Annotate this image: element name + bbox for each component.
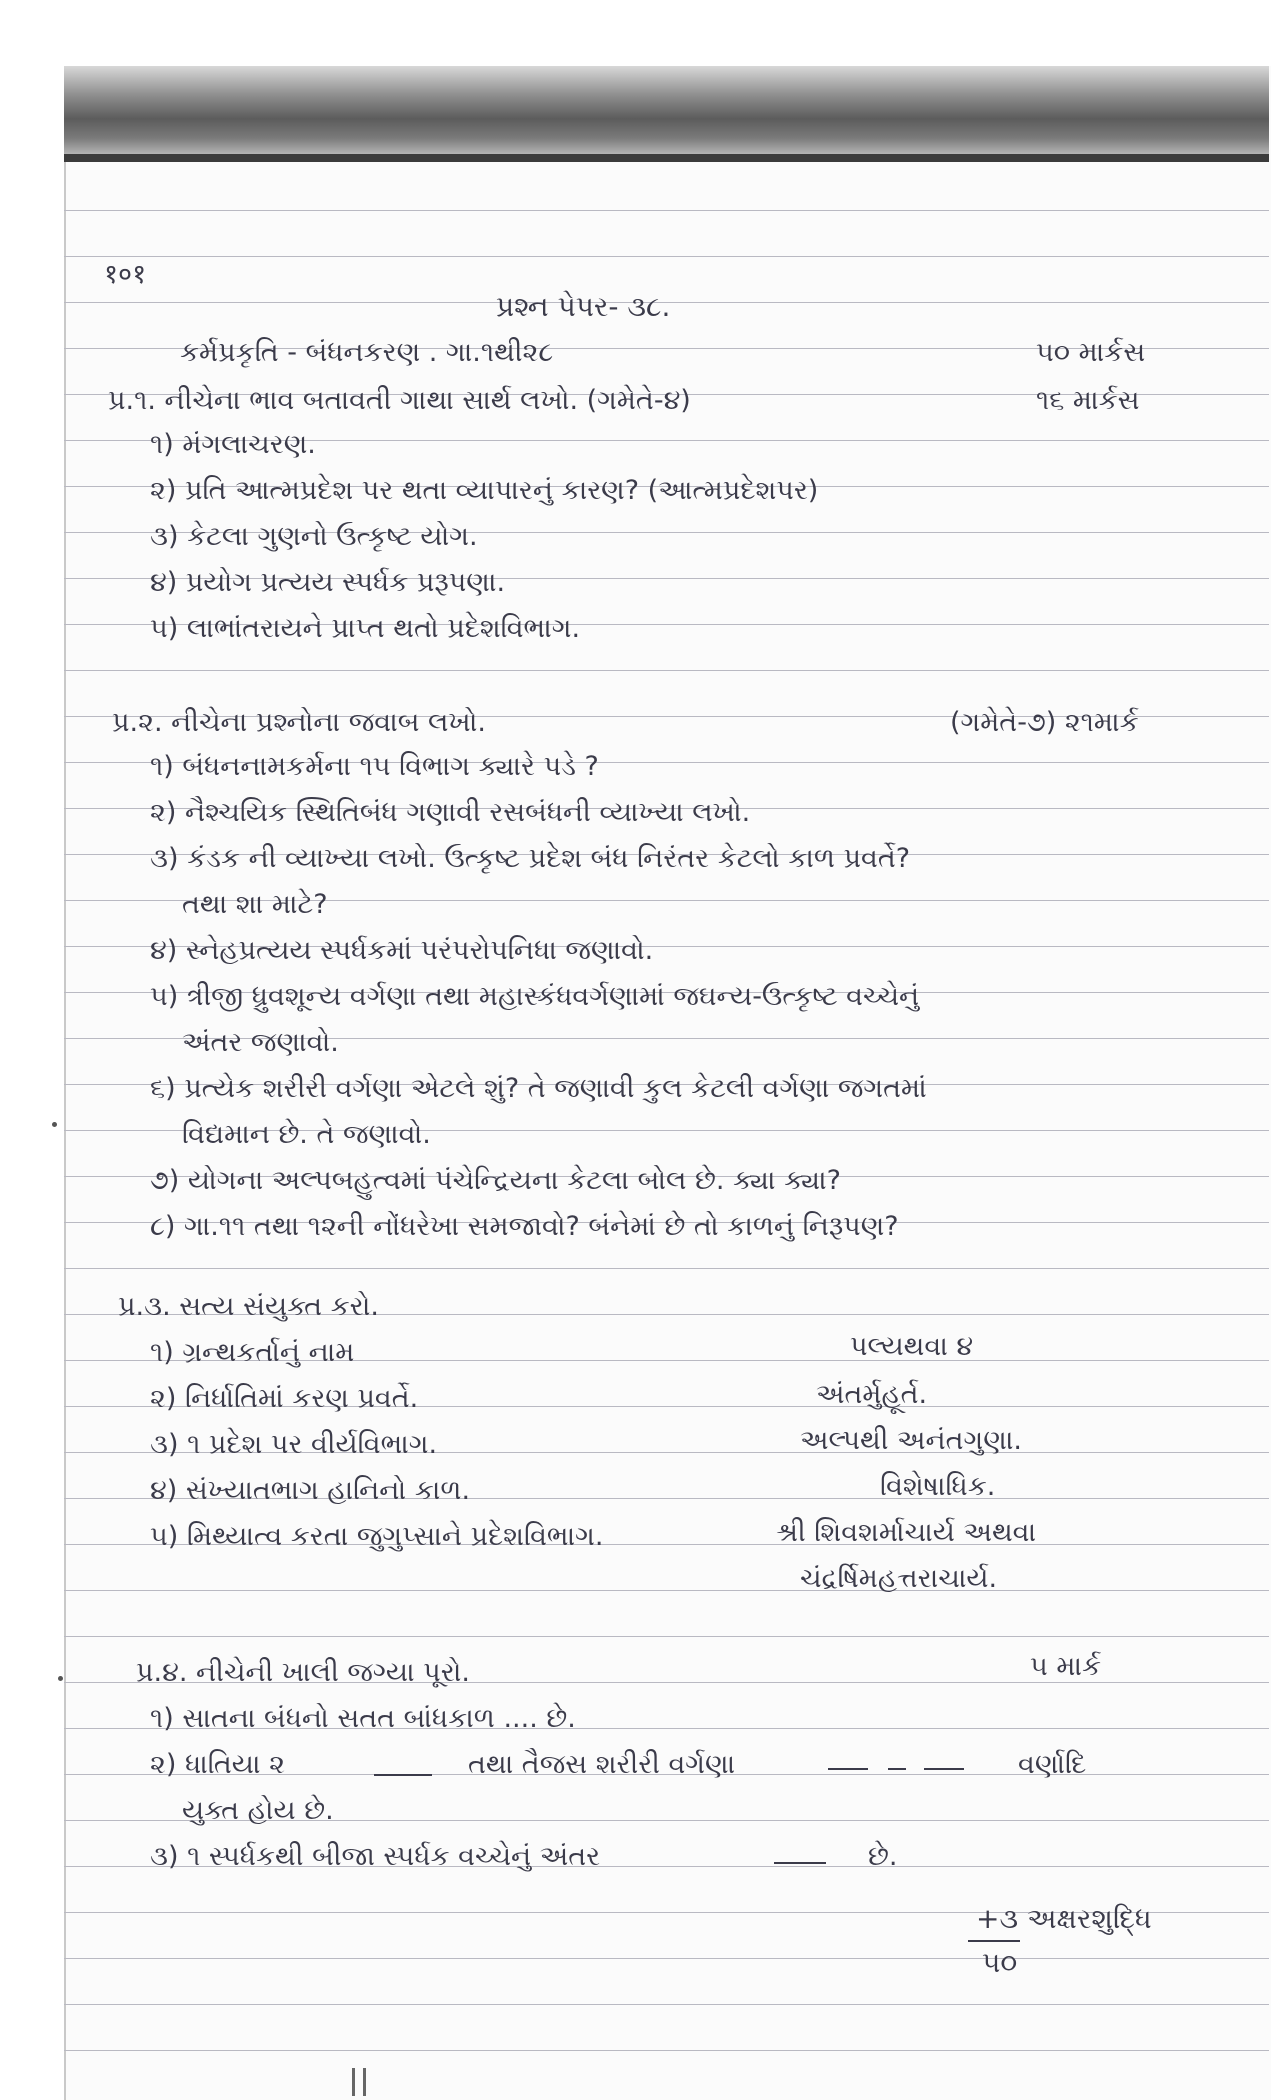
subject-line: કર્મપ્રકૃતિ - બંધનકરણ . ગા.૧થી૨૮ <box>180 337 554 368</box>
ruled-line <box>64 2004 1269 2005</box>
q2-item-3-cont: તથા શા માટે? <box>182 889 328 920</box>
q1-item-1: ૧) મંગલાચરણ. <box>150 429 316 460</box>
q4-item-1: ૧) સાતના બંધનો સતત બાંધકાળ .... છે. <box>150 1703 576 1734</box>
paper-title: પ્રશ્ન પેપર- ૩૮. <box>496 290 671 323</box>
q3-right-3: અલ્પથી અનંતગુણા. <box>800 1425 1023 1456</box>
q2-item-1: ૧) બંધનનામકર્મના ૧૫ વિભાગ ક્યારે પડે ? <box>150 751 599 782</box>
q4-item-3b: છે. <box>868 1841 898 1872</box>
q3-right-5: શ્રી શિવશર્માચાર્ય અથવા <box>776 1517 1037 1548</box>
bonus-marks: +૩ અક્ષરશુદ્ધિ <box>976 1902 1152 1935</box>
binder-mark <box>352 2068 366 2096</box>
q2-item-5-cont: અંતર જણાવો. <box>182 1027 339 1058</box>
q4-item-2a: ૨) ધાતિયા ૨ <box>150 1749 285 1780</box>
q3-right-4: વિશેષાધિક. <box>880 1471 996 1502</box>
q3-left-1: ૧) ગ્રન્થકર્તાનું નામ <box>150 1337 355 1368</box>
q2-item-3: ૩) કંડક ની વ્યાખ્યા લખો. ઉત્કૃષ્ટ પ્રદેશ બંધ નિરંતર કેટલો કાળ પ્રવર્તે? <box>150 843 911 874</box>
grand-total: ૫૦ <box>982 1946 1018 1979</box>
q1-item-2: ૨) પ્રતિ આત્મપ્રદેશ પર થતા વ્યાપારનું કારણ? (આત્મપ્રદેશપર) <box>150 475 819 506</box>
q3-heading: પ્ર.૩. સત્ય સંયુક્ત કરો. <box>118 1291 379 1322</box>
blank-line-2 <box>828 1768 868 1770</box>
q1-item-5: ૫) લાભાંતરાયને પ્રાપ્ત થતો પ્રદેશવિભાગ. <box>150 613 581 644</box>
ruled-line <box>64 1636 1269 1637</box>
q4-marks: ૫ માર્ક <box>1030 1651 1102 1682</box>
page-number: १०१ <box>104 259 147 290</box>
ruled-line <box>64 1590 1269 1591</box>
q2-item-6-cont: વિદ્યમાન છે. તે જણાવો. <box>182 1119 431 1150</box>
q3-left-2: ૨) નિર્ધાતિમાં કરણ પ્રવર્તે. <box>150 1383 419 1414</box>
total-line <box>968 1940 1020 1942</box>
q4-item-2-cont: યુક્ત હોય છે. <box>182 1795 334 1826</box>
q3-left-4: ૪) સંખ્યાતભાગ હાનિનો કાળ. <box>150 1475 471 1506</box>
ruled-line <box>64 1958 1269 1959</box>
blank-line-1 <box>374 1774 432 1776</box>
q2-item-6: ૬) પ્રત્યેક શરીરી વર્ગણા એટલે શું? તે જણાવી કુલ કેટલી વર્ગણા જગતમાં <box>150 1073 927 1104</box>
q2-item-2: ૨) નૈશ્ચયિક સ્થિતિબંધ ગણાવી રસબંધની વ્યાખ્યા લખો. <box>150 797 751 828</box>
q2-marks: (ગમેતે-૭) ૨૧માર્ક <box>950 707 1139 738</box>
ruled-line <box>64 256 1269 257</box>
q2-heading: પ્ર.૨. નીચેના પ્રશ્નોના જવાબ લખો. <box>112 707 486 738</box>
margin-dot <box>52 1122 57 1127</box>
q2-item-5: ૫) ત્રીજી ધ્રુવશૂન્ય વર્ગણા તથા મહાસ્કંધવર્ગણામાં જઘન્ય-ઉત્કૃષ્ટ વચ્ચેનું <box>150 981 920 1012</box>
q2-item-7: ૭) યોગના અલ્પબહુત્વમાં પંચેન્દ્રિયના કેટલા બોલ છે. ક્યા ક્યા? <box>150 1165 841 1196</box>
total-marks: ૫૦ માર્કસ <box>1036 337 1146 368</box>
blank-line-4 <box>924 1768 964 1770</box>
blank-line-3 <box>888 1768 906 1770</box>
q3-right-6: ચંદ્રર્ષિમહત્તરાચાર્ય. <box>800 1563 998 1594</box>
q4-item-3a: ૩) ૧ સ્પર્ધકથી બીજા સ્પર્ધક વચ્ચેનું અંતર <box>150 1841 601 1872</box>
q1-heading: પ્ર.૧. નીચેના ભાવ બતાવતી ગાથા સાર્થ લખો. (ગમેતે-૪) <box>108 385 691 416</box>
q4-item-2b: તથા તૈજસ શરીરી વર્ગણા <box>468 1749 736 1780</box>
ruled-line <box>64 670 1269 671</box>
ruled-line <box>64 1268 1269 1269</box>
q2-item-4: ૪) સ્નેહપ્રત્યય સ્પર્ધકમાં પરંપરોપનિધા જણાવો. <box>150 935 654 966</box>
q1-item-3: ૩) કેટલા ગુણનો ઉત્કૃષ્ટ યોગ. <box>150 521 478 552</box>
margin-dot <box>58 1676 63 1681</box>
ruled-line <box>64 210 1269 211</box>
q2-item-8: ૮) ગા.૧૧ તથા ૧૨ની નોંધરેખા સમજાવો? બંનેમાં છે તો કાળનું નિરૂપણ? <box>150 1211 899 1242</box>
q3-left-5: ૫) મિથ્યાત્વ કરતા જુગુપ્સાને પ્રદેશવિભાગ. <box>150 1521 604 1552</box>
q4-item-2c: વર્ણાદિ <box>1018 1749 1087 1780</box>
q4-heading: પ્ર.૪. નીચેની ખાલી જગ્યા પૂરો. <box>136 1657 470 1688</box>
q3-left-3: ૩) ૧ પ્રદેશ પર વીર્યવિભાગ. <box>150 1429 438 1460</box>
q1-marks: ૧૬ માર્કસ <box>1036 385 1140 416</box>
q3-right-1: પલ્યથવા ૪ <box>850 1331 974 1362</box>
q3-right-2: અંતર્મુહૂર્ત. <box>816 1379 928 1410</box>
q1-item-4: ૪) પ્રયોગ પ્રત્યય સ્પર્ધક પ્રરૂપણા. <box>150 567 506 598</box>
scan-shadow-band <box>64 66 1269 162</box>
ruled-line <box>64 2050 1269 2051</box>
blank-line-5 <box>774 1862 826 1864</box>
